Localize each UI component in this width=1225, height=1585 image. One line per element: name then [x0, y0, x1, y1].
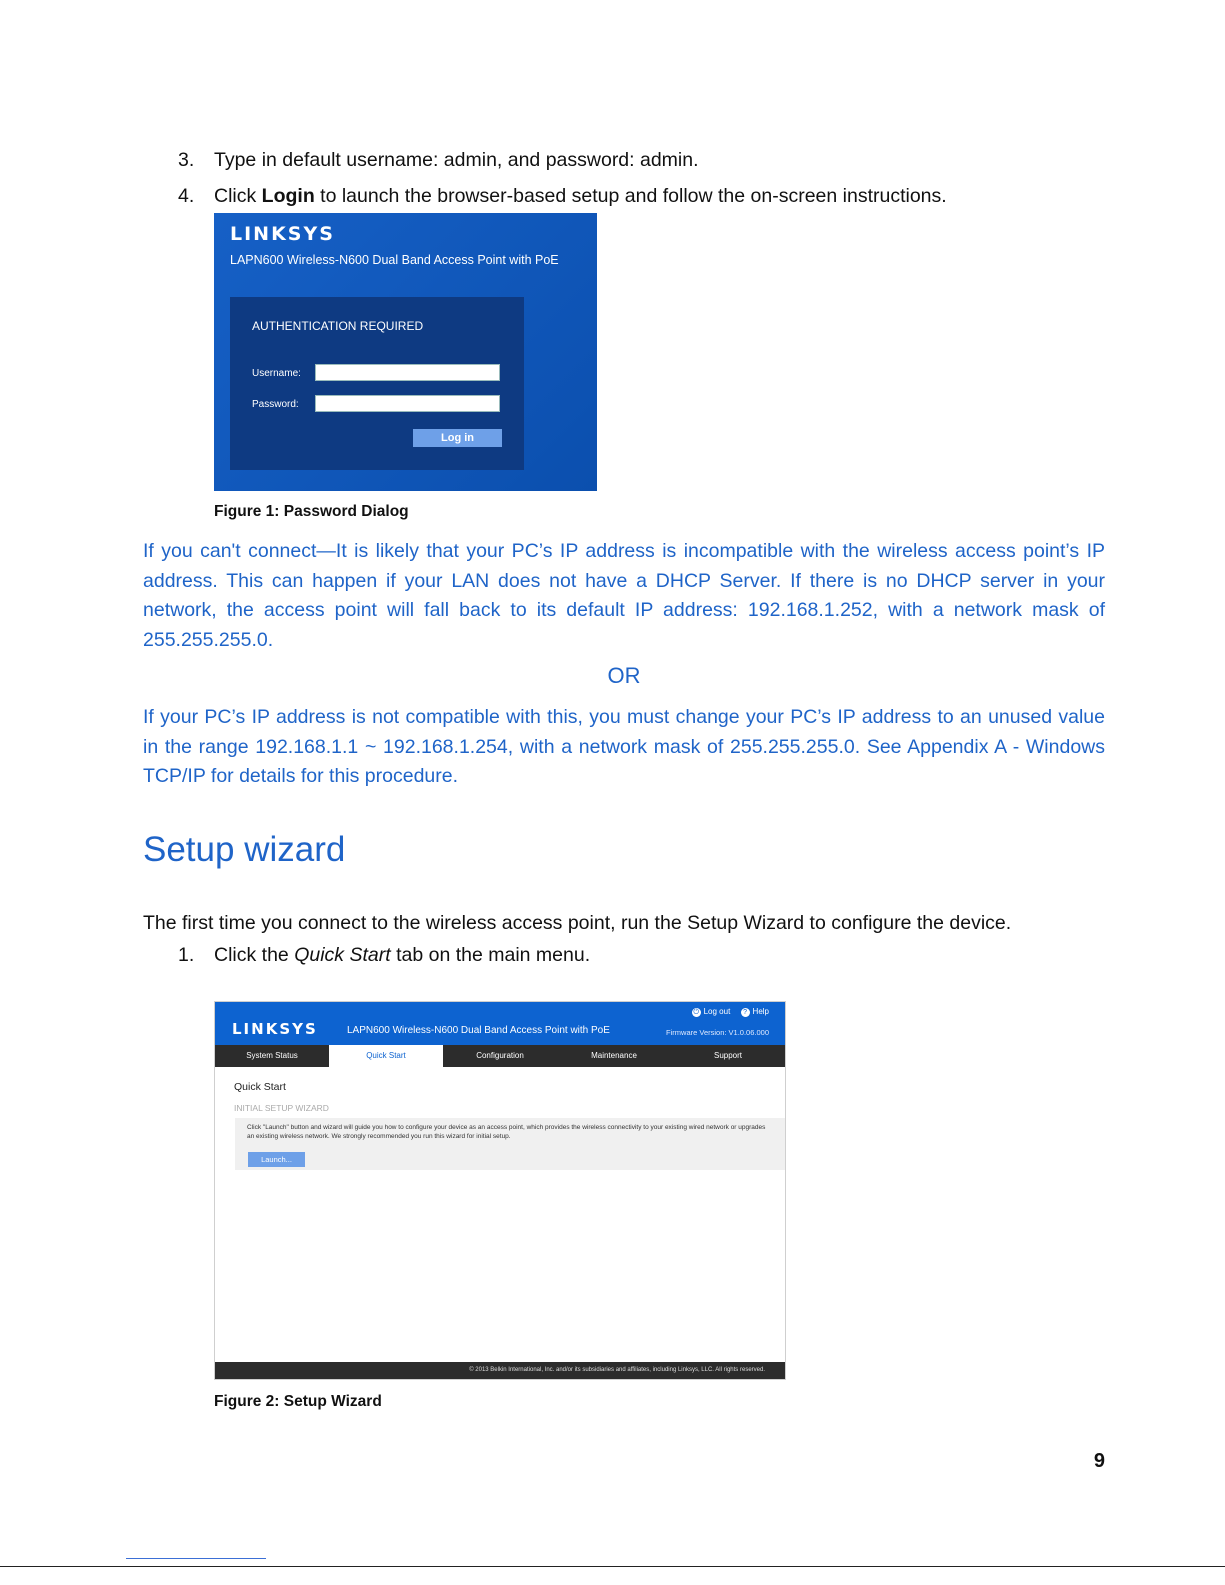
auth-title: AUTHENTICATION REQUIRED — [252, 319, 424, 333]
power-icon: ⏻ — [693, 1009, 699, 1016]
or-separator: OR — [607, 663, 641, 688]
firmware-version: Firmware Version: V1.0.06.000 — [666, 1028, 769, 1037]
username-label: Username: — [252, 368, 301, 379]
product-name: LAPN600 Wireless-N600 Dual Band Access Point with PoE — [347, 1025, 610, 1036]
tab-system-status[interactable]: System Status — [246, 1051, 298, 1060]
copyright-footer: © 2013 Belkin International, Inc. and/or its subsidiaries and affiliates, including Linksys, LLC. All rights reserved. — [215, 1362, 785, 1379]
password-input[interactable] — [315, 395, 500, 412]
connect-note: If you can't connect—It is likely that your PC’s IP address is incompatible with the wireless access point’s IP address. This can happen if your LAN does not have a DHCP Server. If there is no DHCP server in your network, the access point will fall back to its default IP address: 192.168.1.252, with a network mask of 255.255.255.0. — [143, 540, 1105, 651]
linksys-logo: LINKSYS — [232, 1020, 318, 1038]
wizard-panel — [235, 1118, 785, 1170]
tab-quick-start[interactable]: Quick Start — [329, 1045, 443, 1067]
main-menu — [215, 1045, 785, 1067]
figure-2-caption: Figure 2: Setup Wizard — [214, 1393, 382, 1410]
figure-1-caption: Figure 1: Password Dialog — [214, 503, 409, 520]
step-4: 4. Click Login to launch the browser-based setup and follow the on-screen instructions. — [178, 185, 947, 207]
header-links — [684, 1007, 769, 1017]
login-dialog-screenshot — [214, 213, 597, 491]
username-input[interactable] — [315, 364, 500, 381]
auth-box — [230, 297, 524, 470]
page-title: Quick Start — [234, 1081, 286, 1093]
logout-link[interactable]: Log out — [703, 1007, 731, 1016]
step-3: 3. Type in default username: admin, and password: admin. — [178, 149, 699, 171]
intro-paragraph: The first time you connect to the wireless access point, run the Setup Wizard to configure the device. — [143, 912, 1012, 934]
footnote-line — [126, 1558, 266, 1559]
tab-configuration[interactable]: Configuration — [476, 1051, 524, 1060]
product-name: LAPN600 Wireless-N600 Dual Band Access Point with PoE — [230, 253, 559, 267]
help-icon: ? — [741, 1008, 750, 1017]
help-link[interactable]: Help — [752, 1007, 769, 1016]
password-label: Password: — [252, 399, 299, 410]
ip-note: If your PC’s IP address is not compatible with this, you must change your PC’s IP address to an unused value in the range 192.168.1.1 ~ 192.168.1.254, with a network mask of 255.255.255.0. See Appendix A - Windows TCP/IP for details for this procedure. — [143, 706, 1105, 787]
step-1: 1. Click the Quick Start tab on the main menu. — [178, 944, 591, 966]
setup-wizard-screenshot — [214, 1001, 786, 1380]
linksys-logo: LINKSYS — [230, 223, 335, 245]
tab-support[interactable]: Support — [713, 1051, 743, 1060]
page-number: 9 — [1093, 1450, 1105, 1472]
tab-maintenance[interactable]: Maintenance — [591, 1051, 637, 1060]
subsection-title: INITIAL SETUP WIZARD — [234, 1103, 329, 1113]
bottom-rule — [0, 1566, 1225, 1567]
login-button[interactable]: Log in — [413, 429, 502, 447]
launch-button[interactable]: Launch... — [248, 1152, 305, 1167]
wizard-description: Click "Launch" button and wizard will guide you how to configure your device as an access point, which provides the wireless connectivity to your existing wired network or upgrades an existing wireless network. We strongly recommended you run this wizard for initial setup. — [247, 1124, 766, 1140]
wizard-header — [215, 1002, 785, 1045]
section-heading: Setup wizard — [143, 830, 346, 869]
